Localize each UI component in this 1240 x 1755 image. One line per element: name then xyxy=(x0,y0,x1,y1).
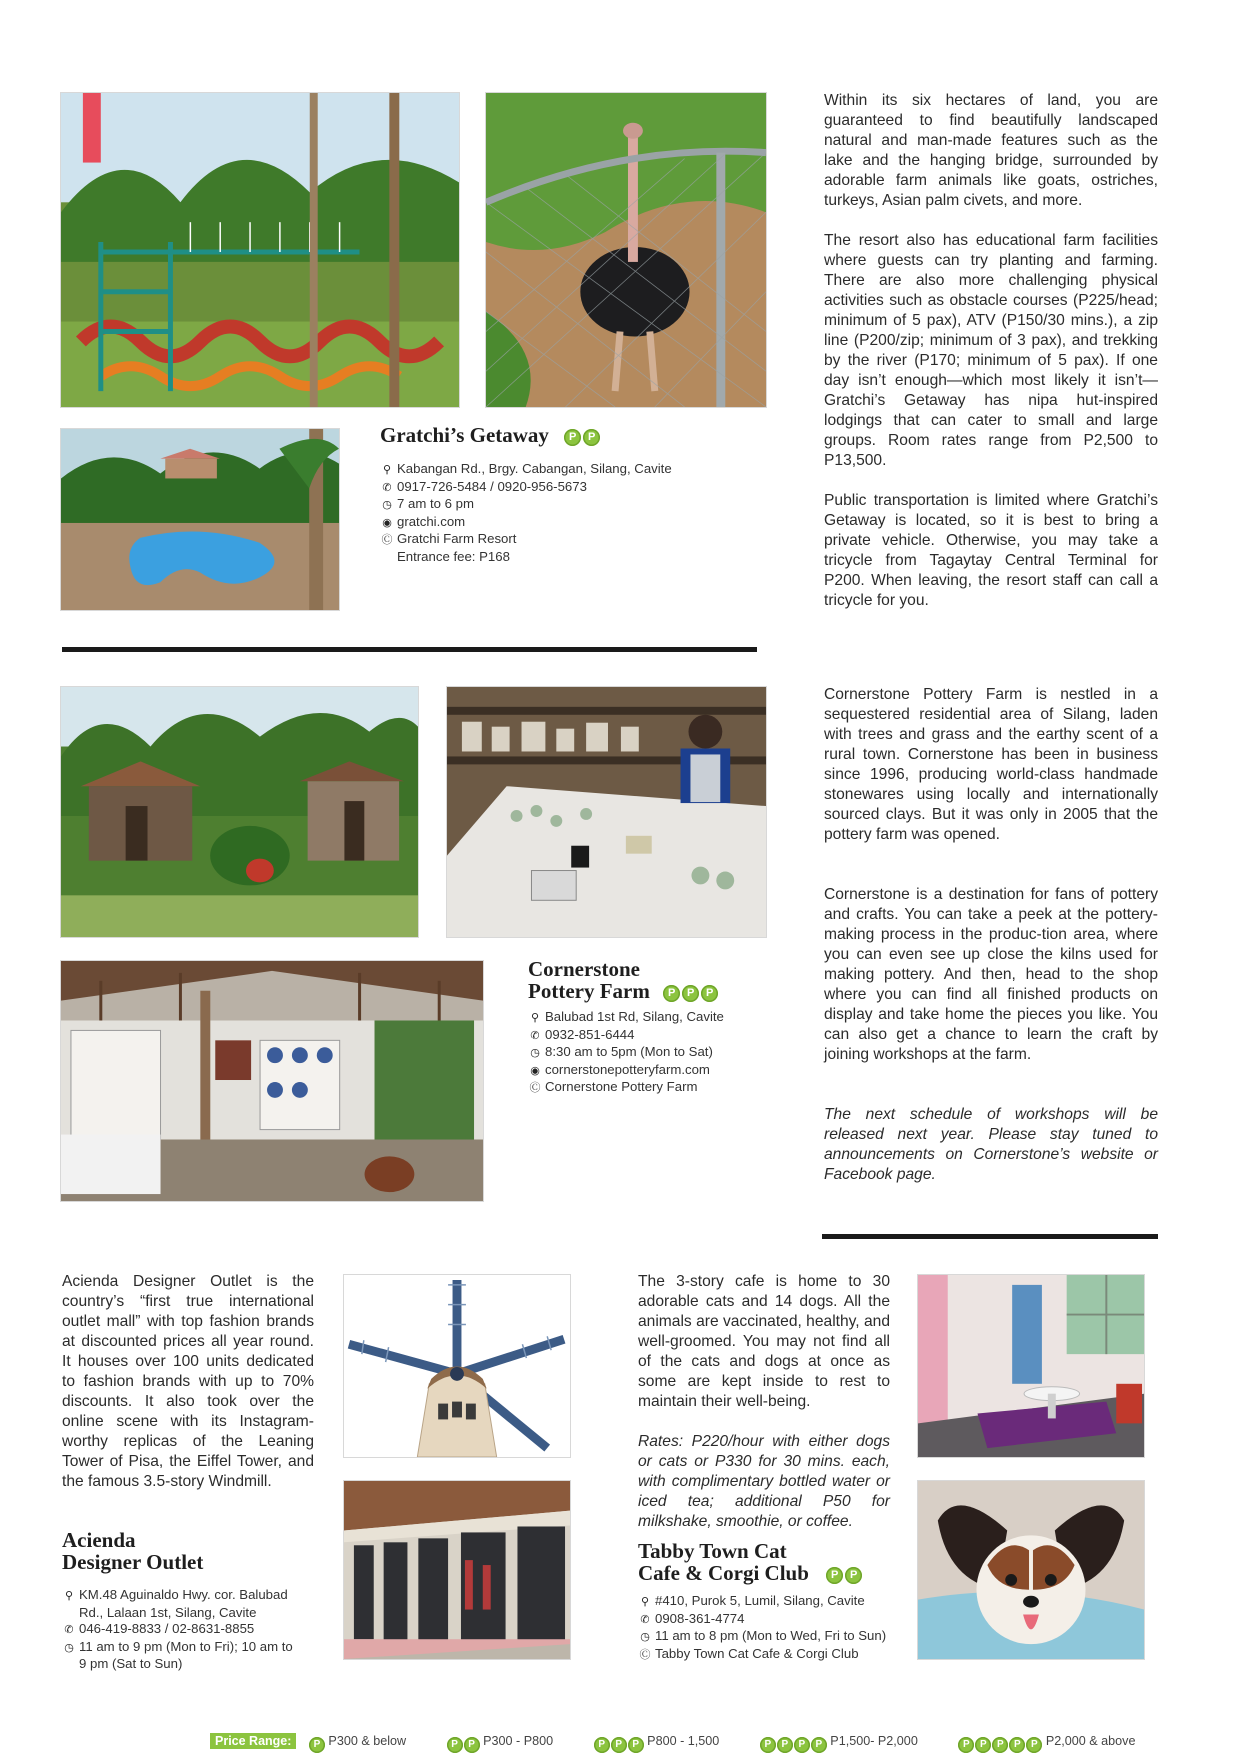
cornerstone-phone: ✆ 0932-851-6444 xyxy=(528,1027,724,1045)
tabby-title: Tabby Town Cat Cafe & Corgi Club P P xyxy=(638,1540,862,1584)
price-coin-icon: P xyxy=(845,1567,862,1584)
cornerstone-paragraph-2: Cornerstone is a destination for fans of pottery and crafts. You can take a peek at the pottery-making process in the produc-tion area, where you can even see up close the kilns used for making pottery. And then, head to the shop where you can find all finished products on display and take home the pieces you like. You can also get a chance to learn the craft by joining workshops at the farm. xyxy=(824,886,1158,1063)
price-coin-icon: P xyxy=(1026,1737,1042,1753)
tabby-phone: ✆ 0908-361-4774 xyxy=(638,1611,886,1629)
cornerstone-website[interactable]: ◉ cornerstonepotteryfarm.com xyxy=(528,1062,724,1080)
acienda-phone: ✆ 046-419-8833 / 02-8631-8855 xyxy=(62,1621,293,1639)
acienda-paragraph: Acienda Designer Outlet is the country’s “first true international outlet mall” with top fashion brands at discounted prices all year round. It houses over 100 units dedicated to fashion brands with up to 70% discounts. It also took over the online scene with its Instagram-worthy replicas of the Leaning Tower of Pisa, the Eiffel Tower, and the famous 3.5-story Windmill. xyxy=(62,1273,314,1490)
clock-icon: ◷ xyxy=(530,1047,540,1059)
clock-icon: ◷ xyxy=(640,1631,650,1643)
acienda-hours-cont: 9 pm (Sat to Sun) xyxy=(79,1656,183,1671)
gratchi-info-list xyxy=(380,461,672,565)
price-coin-icon: P xyxy=(992,1737,1008,1753)
legend-item-4: P P P P P1,500- P2,000 xyxy=(759,1734,918,1753)
cornerstone-shop-interior-photo xyxy=(60,960,484,1202)
gratchi-ostrich-photo xyxy=(485,92,767,408)
price-range-legend xyxy=(210,1734,1135,1753)
price-coin-icon: P xyxy=(611,1737,627,1753)
cornerstone-price-coins xyxy=(661,979,718,1003)
cornerstone-paragraph-1: Cornerstone Pottery Farm is nestled in a sequestered residential area of Silang, laden with trees and grass and the earthy scent of a rural town. Cornerstone has been in business since 1996, producing world-class handmade stonewares using locally and internationally sourced clays. But it was only in 2005 that the pottery farm was opened. xyxy=(824,686,1158,843)
facebook-icon: Ⓒ xyxy=(381,534,393,546)
clock-icon: ◷ xyxy=(382,499,392,511)
tabby-price-coins xyxy=(824,1561,862,1585)
cornerstone-hours: ◷ 8:30 am to 5pm (Mon to Sat) xyxy=(528,1044,724,1062)
gratchi-price-coins xyxy=(562,423,600,447)
price-coin-icon: P xyxy=(760,1737,776,1753)
phone-icon: ✆ xyxy=(640,1613,650,1626)
price-coin-icon: P xyxy=(794,1737,810,1753)
location-pin-icon: ⚲ xyxy=(530,1012,540,1024)
gratchi-address: ⚲ Kabangan Rd., Brgy. Cabangan, Silang, Cavite xyxy=(380,461,672,479)
tabby-address: ⚲ #410, Purok 5, Lumil, Silang, Cavite xyxy=(638,1593,886,1611)
price-coin-icon: P xyxy=(958,1737,974,1753)
gratchi-facebook[interactable]: Ⓒ Gratchi Farm Resort xyxy=(380,531,672,549)
section-divider-2 xyxy=(822,1234,1158,1239)
acienda-hours: ◷ 11 am to 9 pm (Mon to Fri); 10 am to xyxy=(62,1639,293,1657)
acienda-info-list xyxy=(62,1587,293,1673)
clock-icon: ◷ xyxy=(64,1641,74,1654)
acienda-address: ⚲ KM.48 Aguinaldo Hwy. cor. Balubad xyxy=(62,1587,293,1605)
location-pin-icon: ⚲ xyxy=(64,1590,74,1602)
price-coin-icon: P xyxy=(975,1737,991,1753)
price-coin-icon: P xyxy=(309,1737,325,1753)
acienda-address-cont: Rd., Lalaan 1st, Silang, Cavite xyxy=(79,1604,257,1620)
tabby-rates: Rates: P220/hour with either dogs or cats or P330 for 30 mins. each, with complimentary bottled water or iced tea; additional P50 for milkshake, smoothie, or coffee. xyxy=(638,1433,890,1530)
price-range-label: Price Range: xyxy=(210,1733,296,1749)
facebook-icon: Ⓒ xyxy=(639,1648,651,1661)
price-coin-icon: P xyxy=(1009,1737,1025,1753)
location-pin-icon: ⚲ xyxy=(382,464,392,476)
cornerstone-workshop-note: The next schedule of workshops will be released next year. Please stay tuned to announcements on Cornerstone’s website or Facebook page. xyxy=(824,1106,1158,1183)
gratchi-hours: ◷ 7 am to 6 pm xyxy=(380,496,672,514)
cornerstone-title: Cornerstone Pottery Farm P P P xyxy=(528,958,718,1002)
tabby-paragraph: The 3-story cafe is home to 30 adorable cats and 14 dogs. All the animals are vaccinated, healthy, and well-groomed. You may not find all of the cats and dogs at once as some are kept inside to rest to maintain their well-being. xyxy=(638,1273,890,1410)
price-coin-icon: P xyxy=(594,1737,610,1753)
phone-icon: ✆ xyxy=(382,481,392,494)
price-coin-icon: P xyxy=(464,1737,480,1753)
price-coin-icon: P xyxy=(826,1567,843,1584)
price-coin-icon: P xyxy=(701,985,718,1002)
price-coin-icon: P xyxy=(583,429,600,446)
cornerstone-facebook[interactable]: Ⓒ Cornerstone Pottery Farm xyxy=(528,1079,724,1097)
section-divider-1 xyxy=(62,647,757,652)
price-coin-icon: P xyxy=(682,985,699,1002)
legend-item-1: P P300 & below xyxy=(308,1734,406,1753)
gratchi-paragraph-3: Public transportation is limited where Gratchi’s Getaway is located, so it is best to bring a private vehicle. Otherwise, you may take a tricycle from Tagaytay Central Terminal for P200. When leaving, the resort staff can call a tricycle for you. xyxy=(824,492,1158,609)
price-coin-icon: P xyxy=(777,1737,793,1753)
acienda-windmill-photo xyxy=(343,1274,571,1458)
legend-item-3: P P P P800 - 1,500 xyxy=(593,1734,720,1753)
phone-icon: ✆ xyxy=(64,1624,74,1636)
tabby-info-list xyxy=(638,1593,886,1663)
facebook-icon: Ⓒ xyxy=(529,1082,541,1094)
gratchi-paragraph-1: Within its six hectares of land, you are guaranteed to find beautifully landscaped natural and man-made features such as the lake and the hanging bridge, surrounded by adorable farm animals like goats, ostriches, turkeys, Asian palm civets, and more. xyxy=(824,92,1158,209)
price-coin-icon: P xyxy=(663,985,680,1002)
price-coin-icon: P xyxy=(447,1737,463,1753)
gratchi-paragraph-2: The resort also has educational farm facilities where guests can try planting and farming. There are also more challenging physical activities such as obstacle courses (P225/head; minimum of 5 pax), ATV (P150/30 mins.), a zip line (P200/zip; minimum of 3 pax), and trekking by the river (P170; minimum of 5 pax). If one day isn’t enough—which most likely it isn’t—Gratchi’s Getaway has nipa hut-inspired lodgings that can cater to small and large groups. Room rates range from P2,500 to P13,500. xyxy=(824,232,1158,469)
globe-icon: ◉ xyxy=(530,1064,540,1077)
price-coin-icon: P xyxy=(564,429,581,446)
price-coin-icon: P xyxy=(811,1737,827,1753)
gratchi-pool-photo xyxy=(60,428,340,611)
tabby-papillon-dog-photo xyxy=(917,1480,1145,1660)
price-coin-icon: P xyxy=(628,1737,644,1753)
cornerstone-address: ⚲ Balubad 1st Rd, Silang, Cavite xyxy=(528,1009,724,1027)
cornerstone-garden-cottages-photo xyxy=(60,686,419,938)
gratchi-website[interactable]: ◉ gratchi.com xyxy=(380,514,672,532)
phone-icon: ✆ xyxy=(530,1029,540,1042)
location-pin-icon: ⚲ xyxy=(640,1596,650,1608)
cornerstone-potter-working-photo xyxy=(446,686,767,938)
tabby-facebook[interactable]: Ⓒ Tabby Town Cat Cafe & Corgi Club xyxy=(638,1646,886,1664)
gratchi-obstacle-course-photo xyxy=(60,92,460,408)
tabby-hours: ◷ 11 am to 8 pm (Mon to Wed, Fri to Sun) xyxy=(638,1628,886,1646)
gratchi-phone: ✆ 0917-726-5484 / 0920-956-5673 xyxy=(380,479,672,497)
acienda-title: Acienda Designer Outlet xyxy=(62,1528,204,1574)
legend-item-5: P P P P P P2,000 & above xyxy=(957,1734,1135,1753)
acienda-outlet-storefront-photo xyxy=(343,1480,571,1660)
tabby-cafe-interior-photo xyxy=(917,1274,1145,1458)
legend-item-2: P P P300 - P800 xyxy=(446,1734,554,1753)
gratchi-title: Gratchi’s Getaway P P xyxy=(380,424,600,446)
globe-icon: ◉ xyxy=(382,516,392,529)
cornerstone-info-list xyxy=(528,1009,724,1097)
gratchi-entrance-fee: Entrance fee: P168 xyxy=(397,548,510,564)
